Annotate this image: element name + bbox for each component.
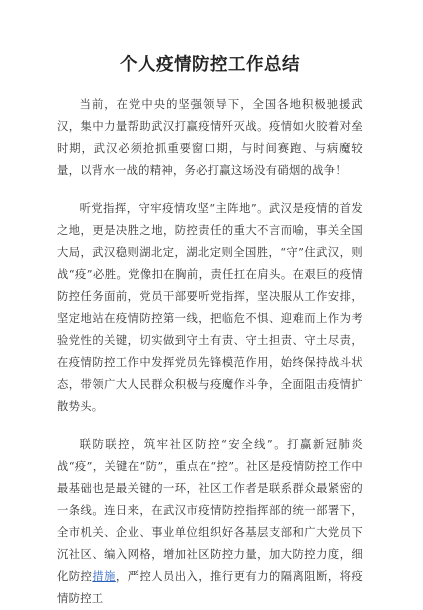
paragraph-main-front: 听党指挥，守牢疫情攻坚“主阵地”。武汉是疫情的首发之地，更是决胜之地，防控责任的重大不言而喻，事关全国大局，武汉稳则湖北定，湖北定则全国胜，“守”住武汉，则战“疫”必胜。党像扣在胸前，责任扛在肩头。在艰巨的疫情防控任务面前，党员干部要听党指挥，坚决服从工作安排，坚定地站在疫情防控第一线，把临危不惧、迎难而上作为考验党性的关键，切实做到守土有责、守土担责、守土尽责，在疫情防控工作中发挥党员先锋模范作用，始终保持战斗状态，带领广大人民群众积极与疫魔作斗争，全面阻击疫情扩散势头。 [57,202,363,413]
paragraph-community-defense [57,434,363,610]
document-title: 个人疫情防控工作总结 [120,55,300,75]
paragraph-intro: 当前，在党中央的坚强领导下，全国各地积极驰援武汉，集中力量帮助武汉打赢疫情歼灭战。疫情如火胶着对垒时期，武汉必须抢抓重要窗口期，与时间赛跑、与病魔较量，以背水一战的精神，务必打赢这场没有硝烟的战争！ [57,98,363,177]
measures-link[interactable]: 措施 [92,570,116,583]
paragraph-community-text-start: 联防联控，筑牢社区防控“安全线”。打赢新冠肺炎战“疫”，关键在“防”，重点在“控”。社区是疫情防控工作中最基础也是最关键的一环，社区工作者是联系群众最紧密的一条线。连日来，在武汉市疫情防控指挥部的统一部署下，全市机关、企业、事业单位组织好各基层支部和广大党员下沉社区、编入网格，增加社区防控力量，加大防控力度，细化防控 [57,438,363,583]
paragraph-community-text-end: ，严控人员出入，推行更有力的隔离阻断，将疫情防控工 [57,570,363,605]
